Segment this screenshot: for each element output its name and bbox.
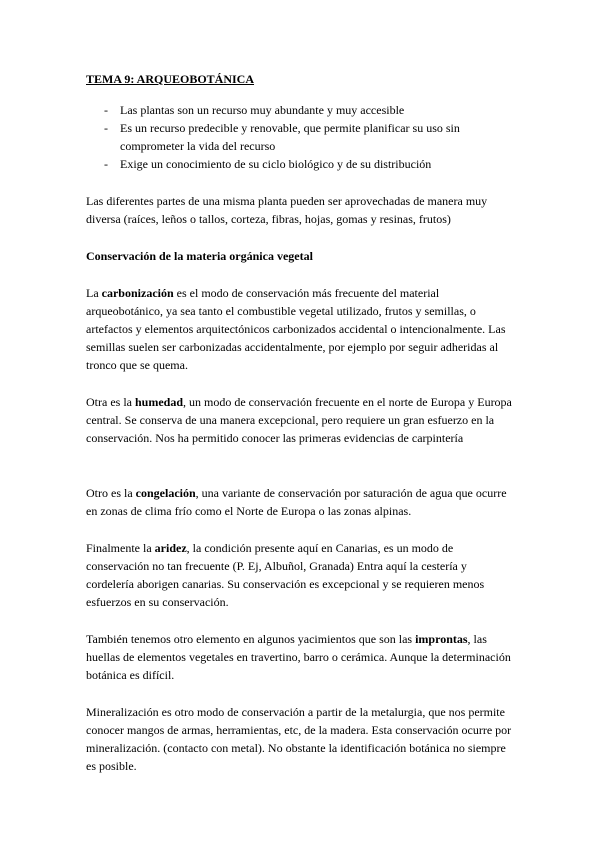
paragraph-text: También tenemos otro elemento en algunos yacimientos que son las bbox=[86, 632, 416, 646]
bold-term: humedad bbox=[134, 395, 184, 409]
bullet-item: - Exige un conocimiento de su ciclo biológico y de su distribución bbox=[86, 155, 516, 173]
paragraph-text: , las huellas de elementos vegetales en travertino, barro o cerámica. Aunque la determinación botánica es difícil. bbox=[86, 632, 511, 682]
document-body bbox=[86, 70, 516, 794]
bullet-list bbox=[86, 101, 516, 173]
bold-term: aridez bbox=[154, 541, 187, 555]
paragraph-text: es el modo de conservación más frecuente del material arqueobotánico, ya sea tanto el combustible vegetal utilizado, frutos y semillas, o artefactos y elementos arquitectónicos carbonizados accidental o intencionalmente. Las semillas suelen ser carbonizadas accidentalmente, por ejemplo por seguir adheridas al tronco que se quema. bbox=[86, 286, 506, 372]
bullet-item: - Las plantas son un recurso muy abundante y muy accesible bbox=[86, 101, 516, 119]
paragraph-carbonizacion bbox=[86, 284, 516, 374]
paragraph-text: Otro es la bbox=[86, 486, 136, 500]
intro-paragraph: Las diferentes partes de una misma planta pueden ser aprovechadas de manera muy diversa (raíces, leños o tallos, corteza, fibras, hojas, gomas y resinas, frutos) bbox=[86, 194, 488, 226]
section-heading: Conservación de la materia orgánica vegetal bbox=[86, 249, 313, 263]
paragraph-text: La bbox=[86, 286, 102, 300]
bold-term: congelación bbox=[135, 486, 196, 500]
paragraph-text: Finalmente la bbox=[86, 541, 155, 555]
bold-term: improntas bbox=[415, 632, 468, 646]
paragraph-text: , una variante de conservación por saturación de agua que ocurre en zonas de clima frío como el Norte de Europa o las zonas alpinas. bbox=[86, 486, 507, 518]
paragraph-aridez bbox=[86, 539, 516, 611]
page-title: TEMA 9: ARQUEOBOTÁNICA bbox=[86, 72, 255, 86]
paragraph-mineralizacion: Mineralización es otro modo de conservación a partir de la metalurgia, que nos permite conocer mangos de armas, herramientas, etc, de la madera. Esta conservación ocurre por mineralización. (contacto con metal). No obstante la identificación botánica no siempre es posible. bbox=[86, 705, 512, 773]
paragraph-text: , un modo de conservación frecuente en el norte de Europa y Europa central. Se conserva de una manera excepcional, pero requiere un gran esfuerzo en la conservación. Nos ha permitido conocer las primeras evidencias de carpintería bbox=[86, 395, 512, 445]
paragraph-improntas bbox=[86, 630, 516, 684]
paragraph-humedad bbox=[86, 393, 516, 447]
paragraph-text: , la condición presente aquí en Canarias, es un modo de conservación no tan frecuente (P. Ej, Albuñol, Granada) Entra aquí la cestería y cordelería aborigen canarias. Su conservación es excepcional y se requieren menos esfuerzos en su conservación. bbox=[86, 541, 485, 609]
paragraph-congelacion bbox=[86, 484, 516, 520]
bullet-item: - Es un recurso predecible y renovable, que permite planificar su uso sin comprometer la vida del recurso bbox=[86, 119, 516, 155]
paragraph-text: Otra es la bbox=[86, 395, 135, 409]
bold-term: carbonización bbox=[101, 286, 174, 300]
